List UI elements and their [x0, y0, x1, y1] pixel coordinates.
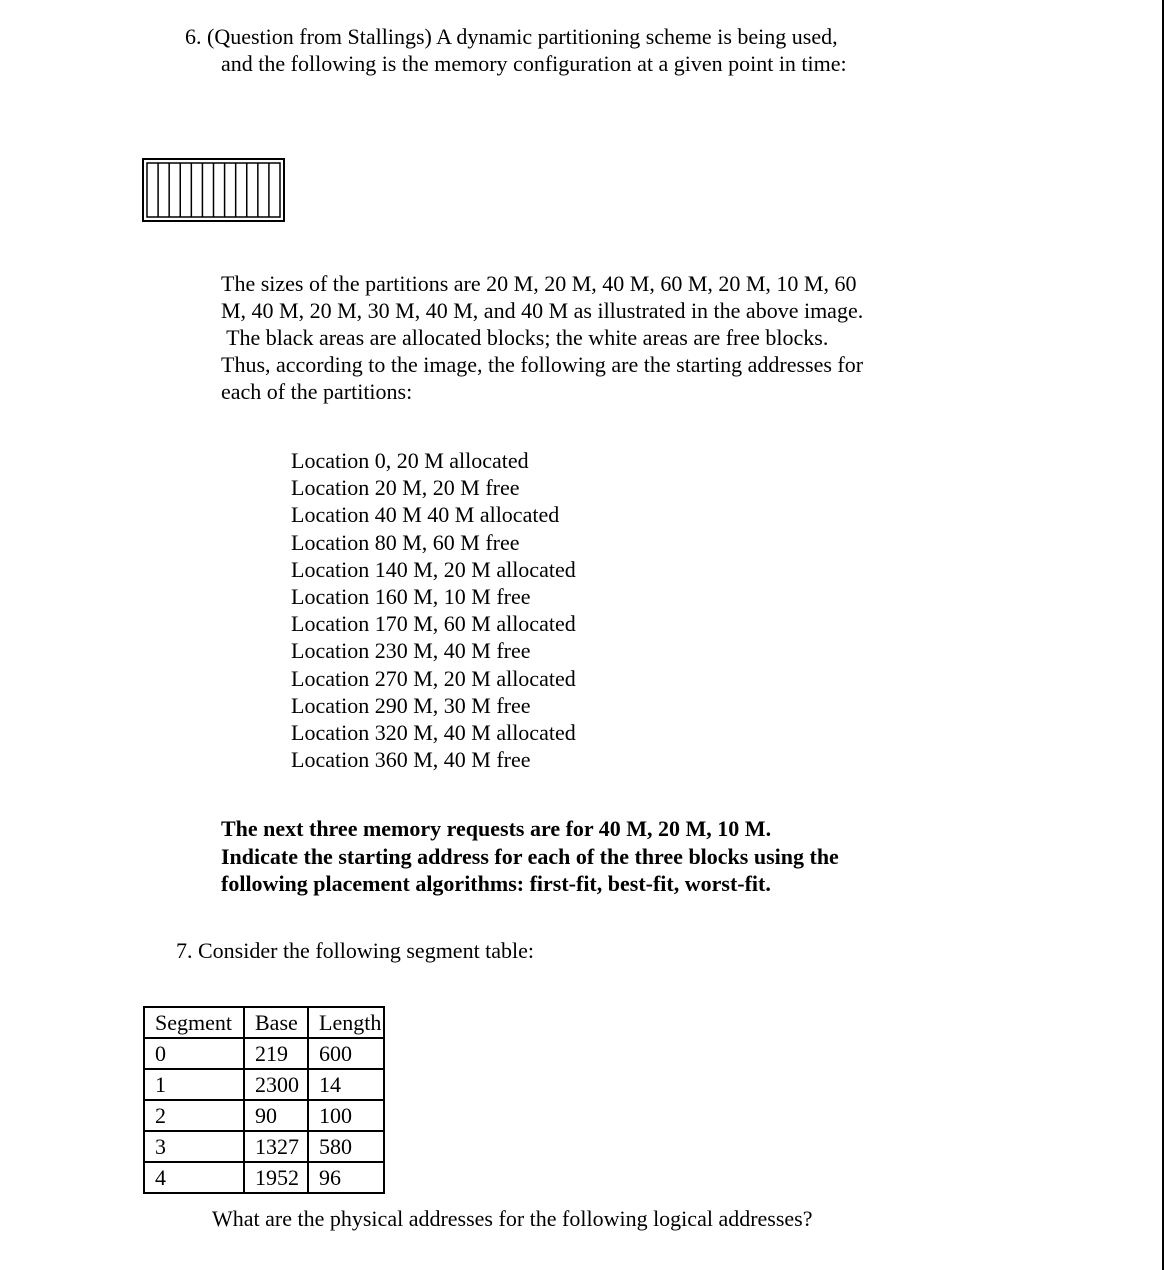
segment-table-header-row [144, 1007, 384, 1038]
base-cell: 90 [244, 1100, 308, 1131]
description-line: The sizes of the partitions are 20 M, 20 M, 40 M, 60 M, 20 M, 10 M, 60 [221, 271, 857, 296]
location-item: Location 40 M 40 M allocated [291, 502, 560, 528]
table-row [144, 1038, 384, 1069]
location-item: Location 230 M, 40 M free [291, 638, 531, 664]
base-header: Base [244, 1007, 308, 1038]
location-item: Location 140 M, 20 M allocated [291, 556, 576, 582]
location-item: Location 320 M, 40 M allocated [291, 720, 576, 746]
segment-cell: 0 [144, 1038, 244, 1069]
description-line: each of the partitions: [221, 379, 413, 404]
question-6-line-2: and the following is the memory configuration at a given point in time: [221, 51, 847, 76]
description-paragraph [221, 270, 863, 405]
location-item: Location 80 M, 60 M free [291, 529, 520, 555]
location-item: Location 0, 20 M allocated [291, 448, 529, 473]
question-7-title: 7. Consider the following segment table: [176, 938, 535, 963]
memory-requests-paragraph [221, 815, 839, 898]
base-cell: 2300 [244, 1069, 308, 1100]
description-line: Thus, according to the image, the following are the starting addresses for [221, 352, 864, 377]
partition-location-list [291, 447, 576, 773]
description-line: M, 40 M, 20 M, 30 M, 40 M, and 40 M as illustrated in the above image. [221, 298, 864, 323]
segment-cell: 3 [144, 1131, 244, 1162]
segment-header: Segment [144, 1007, 244, 1038]
table-row [144, 1162, 384, 1193]
location-item: Location 270 M, 20 M allocated [291, 665, 576, 691]
location-item: Location 360 M, 40 M free [291, 747, 531, 773]
memory-partition-diagram [142, 158, 286, 224]
page-edge-rule [1162, 0, 1164, 1270]
base-cell: 1952 [244, 1162, 308, 1193]
base-cell: 219 [244, 1038, 308, 1069]
table-row [144, 1131, 384, 1162]
requests-line: The next three memory requests are for 40 M, 20 M, 10 M. [221, 816, 772, 841]
segment-table [143, 1006, 385, 1194]
length-cell: 14 [308, 1069, 384, 1100]
location-item: Location 20 M, 20 M free [291, 475, 520, 501]
length-cell: 580 [308, 1131, 384, 1162]
length-header: Length [308, 1007, 384, 1038]
segment-cell: 4 [144, 1162, 244, 1193]
location-item: Location 170 M, 60 M allocated [291, 611, 576, 637]
length-cell: 600 [308, 1038, 384, 1069]
table-row [144, 1069, 384, 1100]
segment-cell: 2 [144, 1100, 244, 1131]
location-item: Location 290 M, 30 M free [291, 692, 531, 718]
base-cell: 1327 [244, 1131, 308, 1162]
question-6-line-1: 6. (Question from Stallings) A dynamic partitioning scheme is being used, [185, 24, 838, 49]
question-7-followup: What are the physical addresses for the following logical addresses? [212, 1206, 813, 1231]
table-row [144, 1100, 384, 1131]
length-cell: 100 [308, 1100, 384, 1131]
description-line: The black areas are allocated blocks; the white areas are free blocks. [221, 325, 829, 350]
requests-line: following placement algorithms: first-fit, best-fit, worst-fit. [221, 871, 771, 896]
location-item: Location 160 M, 10 M free [291, 584, 531, 610]
segment-cell: 1 [144, 1069, 244, 1100]
requests-line: Indicate the starting address for each of the three blocks using the [221, 843, 839, 869]
length-cell: 96 [308, 1162, 384, 1193]
